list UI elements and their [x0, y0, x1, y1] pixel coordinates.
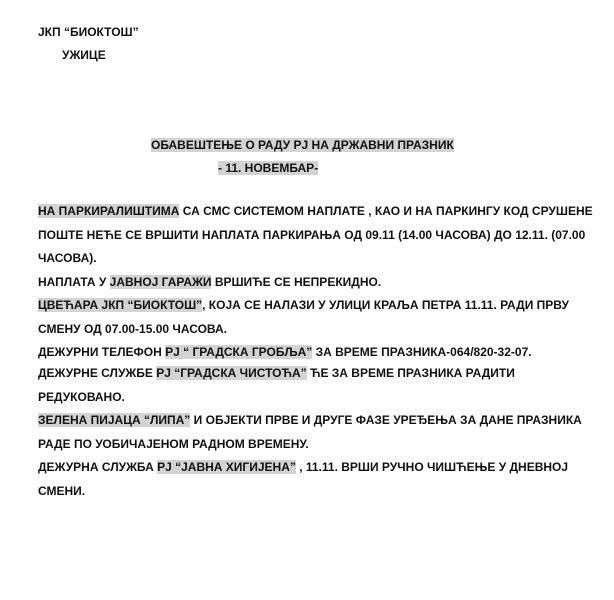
organization-name: ЈКП “БИОКТОШ”	[38, 25, 139, 39]
paragraph-cleaning	[38, 362, 598, 409]
paragraph-hygiene-before: ДЕЖУРНА СЛУЖБА	[38, 460, 158, 474]
organization-city: УЖИЦЕ	[62, 48, 106, 62]
notice-subtitle-text: - 11. НОВЕМБАР-	[218, 161, 319, 175]
notice-title-text: ОБАВЕШТЕЊЕ О РАДУ РЈ НА ДРЖАВНИ ПРАЗНИК	[151, 138, 454, 152]
highlight-garage: ЈАВНОЈ ГАРАЖИ	[109, 274, 212, 289]
highlight-flower-shop: ЦВЕЋАРА ЈКП “БИОКТОШ”	[38, 298, 203, 312]
paragraph-garage-after: ВРШИЋЕ СЕ НЕПРЕКИДНО.	[211, 274, 382, 289]
highlight-parking: НА ПАРКИРАЛИШТИМА	[38, 204, 180, 218]
highlight-market: ЗЕЛЕНА ПИЈАЦА “ЛИПА”	[38, 413, 191, 427]
paragraph-parking	[38, 200, 598, 271]
paragraph-cemetery-before: ДЕЖУРНИ ТЕЛЕФОН	[38, 345, 166, 359]
highlight-cemetery: РЈ “ ГРАДСКА ГРОБЉА”	[165, 345, 313, 359]
paragraph-hygiene	[38, 456, 598, 503]
notice-body-top	[38, 200, 598, 365]
paragraph-market	[38, 409, 598, 456]
notice-body-bottom	[38, 362, 598, 503]
highlight-hygiene: РЈ “ЈАВНА ХИГИЈЕНА”	[157, 460, 296, 474]
highlight-cleaning: РЈ “ГРАДСКА ЧИСТОЋА”	[156, 366, 307, 380]
paragraph-hygiene-after: , 11.11. ВРШИ РУЧНО ЧИШЋЕЊЕ У ДНЕВНОЈ СМЕНИ.	[38, 460, 569, 498]
paragraph-garage	[38, 271, 598, 295]
paragraph-garage-before: НАПЛАТА У	[38, 274, 110, 289]
paragraph-cleaning-after: ЋЕ ЗА ВРЕМЕ ПРАЗНИКА РАДИТИ РЕДУКОВАНО.	[38, 366, 515, 404]
paragraph-flower-shop-text: , КОЈА СЕ НАЛАЗИ У УЛИЦИ КРАЉА ПЕТРА 11.11. РАДИ ПРВУ СМЕНУ ОД 07.00-15.00 ЧАСОВА.	[38, 298, 569, 336]
paragraph-parking-text: СА СМС СИСТЕМОМ НАПЛАТЕ , КАО И НА ПАРКИНГУ КОД СРУШЕНЕ ПОШТЕ НЕЋЕ СЕ ВРШИТИ НАПЛАТА ПАРКИРАЊА ОД 09.11 (14.00 ЧАСОВА) ДО 12.11. (07.00 ЧАСОВА).	[38, 204, 593, 265]
paragraph-cemetery-phone	[38, 341, 598, 365]
notice-title	[151, 138, 454, 152]
paragraph-cemetery-after: ЗА ВРЕМЕ ПРАЗНИКА-064/820-32-07.	[312, 345, 532, 359]
paragraph-flower-shop	[38, 294, 598, 341]
notice-subtitle	[218, 161, 318, 175]
paragraph-cleaning-before: ДЕЖУРНЕ СЛУЖБЕ	[38, 366, 157, 380]
paragraph-market-text: И ОБЈЕКТИ ПРВЕ И ДРУГЕ ФАЗЕ УРЕЂЕЊА ЗА ДАНЕ ПРАЗНИКА РАДЕ ПО УОБИЧАЈЕНОМ РАДНОМ ВРЕМЕНУ.	[38, 413, 582, 451]
